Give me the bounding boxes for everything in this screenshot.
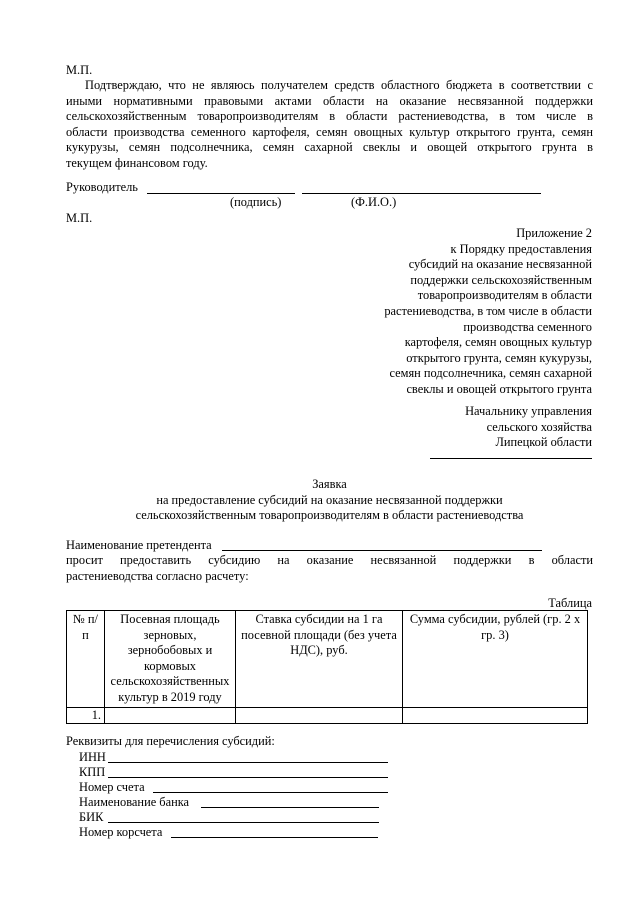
table-header-row — [67, 611, 588, 708]
request-line: растениеводства согласно расчету: — [66, 568, 249, 583]
confirmation-line: сельскохозяйственным товаропроизводителям в области растениеводства, в том числе в — [66, 109, 593, 124]
corr-account-field[interactable] — [171, 837, 378, 838]
fio-caption: (Ф.И.О.) — [351, 195, 397, 209]
header-cell-rate: Ставка субсидии на 1 га посевной площади (без учета НДС), руб. — [236, 611, 403, 708]
appendix-header — [360, 226, 592, 398]
confirmation-line: области производства семенного картофеля, семян овощных культур открытого грунта, семян — [66, 124, 593, 139]
application-subtitle-line: сельскохозяйственным товаропроизводителям в области растениеводства — [135, 508, 524, 523]
request-line: просит предоставить субсидию на оказание несвязанной поддержки в области — [66, 553, 593, 567]
confirmation-paragraph — [66, 78, 593, 172]
bik-field[interactable] — [108, 822, 379, 823]
addressee-block — [400, 404, 592, 451]
appendix-line: растениеводства, в том числе в области — [384, 303, 592, 318]
bank-label: Наименование банка — [79, 795, 190, 809]
bank-field[interactable] — [201, 807, 379, 808]
rate-cell[interactable] — [236, 707, 403, 724]
appendix-line: к Порядку предоставления — [450, 241, 592, 256]
addressee-line: Липецкой области — [495, 435, 592, 450]
kpp-label: КПП — [79, 765, 106, 779]
stamp-place-label: М.П. — [66, 63, 93, 77]
applicant-name-line[interactable] — [222, 550, 542, 551]
application-title: Заявка — [312, 477, 347, 491]
appendix-line: свеклы и овощей открытого грунта — [406, 381, 592, 396]
appendix-line: товаропроизводителям в области — [417, 288, 592, 303]
appendix-line: производства семенного — [463, 319, 592, 334]
appendix-line: поддержки сельскохозяйственным — [410, 272, 592, 287]
table-caption: Таблица — [548, 596, 592, 610]
area-cell[interactable] — [105, 707, 236, 724]
confirmation-line: текущем финансовом году. — [66, 155, 208, 170]
appendix-line: картофеля, семян овощных культур — [404, 335, 592, 350]
confirmation-line: кукурузы, семян подсолнечника, семян сахарной свеклы и овощей открытого грунта в — [66, 140, 593, 155]
requisites-title: Реквизиты для перечисления субсидий: — [66, 734, 275, 748]
corr-account-label: Номер корсчета — [79, 825, 163, 839]
inn-field[interactable] — [108, 762, 388, 763]
signature-caption: (подпись) — [230, 195, 282, 209]
sum-cell[interactable] — [403, 707, 588, 724]
row-number: 1. — [67, 707, 105, 724]
inn-label: ИНН — [79, 750, 106, 764]
request-paragraph — [66, 553, 593, 584]
kpp-field[interactable] — [108, 777, 388, 778]
bik-label: БИК — [79, 810, 104, 824]
application-subtitle-line: на предоставление субсидий на оказание несвязанной поддержки — [156, 492, 503, 507]
account-label: Номер счета — [79, 780, 145, 794]
addressee-name-line[interactable] — [430, 458, 592, 459]
appendix-line: семян подсолнечника, семян сахарной — [389, 366, 592, 381]
fio-line[interactable] — [302, 193, 541, 194]
applicant-label: Наименование претендента — [66, 538, 212, 552]
head-label: Руководитель — [66, 180, 138, 194]
header-cell-sum: Сумма субсидии, рублей (гр. 2 x гр. 3) — [403, 611, 588, 708]
subsidy-table — [66, 610, 588, 724]
confirmation-line: иными нормативными правовыми актами области на оказание несвязанной поддержки — [66, 93, 593, 108]
header-cell-area: Посевная площадь зерновых, зернобобовых и кормовых сельскохозяйственных культур в 2019 году — [105, 611, 236, 708]
table-row — [67, 707, 588, 724]
account-field[interactable] — [153, 792, 388, 793]
application-title-block — [66, 477, 593, 524]
addressee-line: Начальнику управления — [465, 404, 592, 418]
appendix-line: субсидий на оказание несвязанной — [408, 257, 592, 272]
confirmation-line: Подтверждаю, что не являюсь получателем средств областного бюджета в соответствии с — [85, 78, 593, 92]
appendix-line: открытого грунта, семян кукурузы, — [406, 350, 592, 365]
header-cell-number: № п/п — [67, 611, 105, 708]
signature-line[interactable] — [147, 193, 295, 194]
appendix-line: Приложение 2 — [516, 226, 592, 240]
stamp-place-label: М.П. — [66, 211, 93, 225]
addressee-line: сельского хозяйства — [486, 419, 592, 434]
